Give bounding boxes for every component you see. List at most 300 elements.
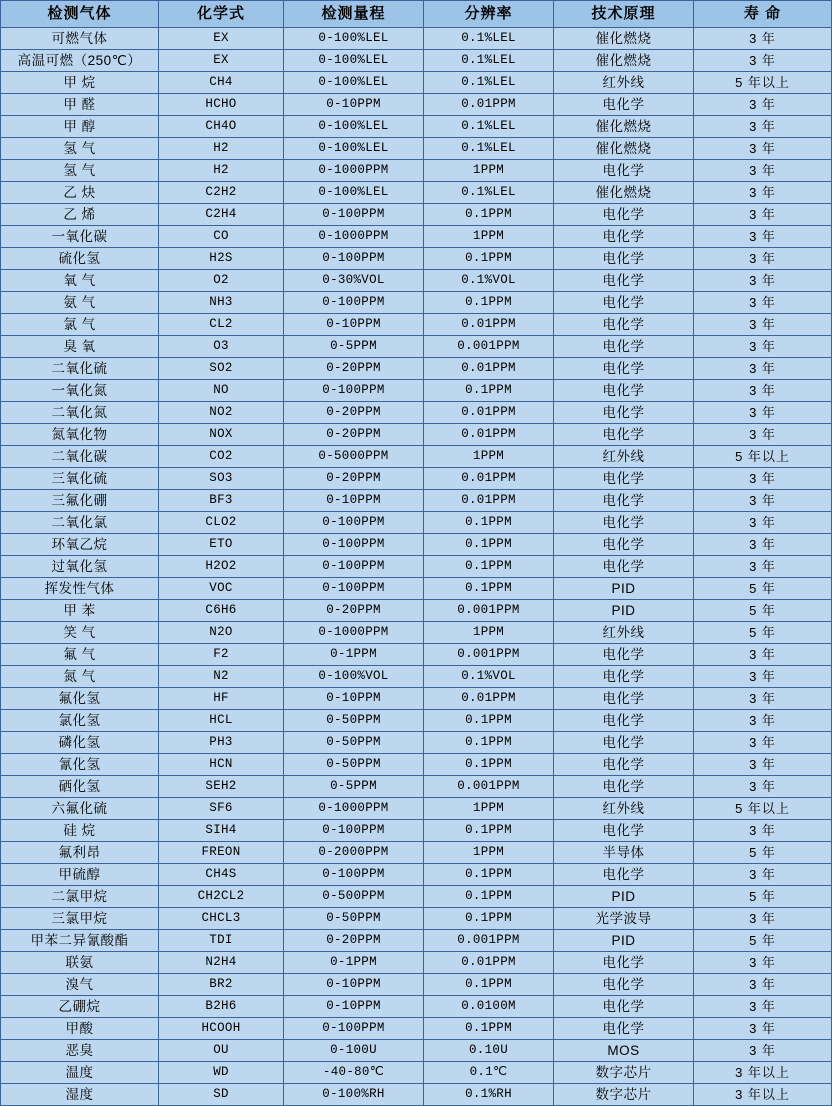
cell-gas-name: 氨 气 xyxy=(1,292,159,314)
cell-gas-name: 乙硼烷 xyxy=(1,996,159,1018)
cell-gas-name: 氢 气 xyxy=(1,138,159,160)
cell-detection-range: 0-5PPM xyxy=(284,336,424,358)
cell-lifetime: 3 年 xyxy=(694,556,832,578)
cell-gas-name: 笑 气 xyxy=(1,622,159,644)
table-row xyxy=(1,600,832,622)
cell-detection-range: 0-100%LEL xyxy=(284,28,424,50)
cell-technical-principle: 电化学 xyxy=(554,226,694,248)
cell-chemical-formula: NO2 xyxy=(159,402,284,424)
table-row xyxy=(1,50,832,72)
table-row xyxy=(1,1084,832,1106)
table-row xyxy=(1,688,832,710)
cell-detection-range: 0-100PPM xyxy=(284,578,424,600)
cell-resolution: 0.1PPM xyxy=(424,556,554,578)
cell-lifetime: 3 年 xyxy=(694,490,832,512)
cell-gas-name: 三氧化硫 xyxy=(1,468,159,490)
cell-lifetime: 3 年 xyxy=(694,226,832,248)
cell-gas-name: 挥发性气体 xyxy=(1,578,159,600)
cell-lifetime: 3 年 xyxy=(694,248,832,270)
cell-detection-range: 0-100%LEL xyxy=(284,50,424,72)
cell-technical-principle: 电化学 xyxy=(554,644,694,666)
cell-resolution: 0.1PPM xyxy=(424,732,554,754)
cell-detection-range: 0-2000PPM xyxy=(284,842,424,864)
cell-gas-name: 磷化氢 xyxy=(1,732,159,754)
cell-resolution: 0.1PPM xyxy=(424,710,554,732)
cell-detection-range: 0-100PPM xyxy=(284,1018,424,1040)
table-row xyxy=(1,226,832,248)
cell-gas-name: 硅 烷 xyxy=(1,820,159,842)
cell-chemical-formula: NO xyxy=(159,380,284,402)
table-row xyxy=(1,336,832,358)
cell-resolution: 0.1PPM xyxy=(424,380,554,402)
cell-resolution: 1PPM xyxy=(424,622,554,644)
cell-gas-name: 三氯甲烷 xyxy=(1,908,159,930)
cell-technical-principle: 电化学 xyxy=(554,424,694,446)
cell-chemical-formula: C6H6 xyxy=(159,600,284,622)
cell-resolution: 0.01PPM xyxy=(424,490,554,512)
cell-chemical-formula: CH4S xyxy=(159,864,284,886)
cell-lifetime: 3 年 xyxy=(694,688,832,710)
table-header-row xyxy=(1,1,832,28)
cell-technical-principle: PID xyxy=(554,578,694,600)
cell-technical-principle: 红外线 xyxy=(554,72,694,94)
cell-lifetime: 3 年 xyxy=(694,468,832,490)
cell-chemical-formula: O2 xyxy=(159,270,284,292)
cell-detection-range: 0-1PPM xyxy=(284,644,424,666)
cell-gas-name: 氯 气 xyxy=(1,314,159,336)
cell-resolution: 0.01PPM xyxy=(424,314,554,336)
column-header-gas: 检测气体 xyxy=(1,1,159,28)
cell-chemical-formula: SO2 xyxy=(159,358,284,380)
cell-lifetime: 3 年 xyxy=(694,974,832,996)
cell-gas-name: 氯化氢 xyxy=(1,710,159,732)
cell-resolution: 0.1PPM xyxy=(424,512,554,534)
cell-technical-principle: 电化学 xyxy=(554,490,694,512)
cell-detection-range: 0-100PPM xyxy=(284,292,424,314)
cell-resolution: 0.1%LEL xyxy=(424,116,554,138)
table-row xyxy=(1,710,832,732)
cell-resolution: 0.1%VOL xyxy=(424,666,554,688)
cell-chemical-formula: BR2 xyxy=(159,974,284,996)
table-row xyxy=(1,468,832,490)
cell-gas-name: 硫化氢 xyxy=(1,248,159,270)
cell-chemical-formula: H2O2 xyxy=(159,556,284,578)
table-row xyxy=(1,358,832,380)
cell-detection-range: 0-30%VOL xyxy=(284,270,424,292)
cell-chemical-formula: VOC xyxy=(159,578,284,600)
cell-detection-range: 0-20PPM xyxy=(284,468,424,490)
cell-chemical-formula: HCHO xyxy=(159,94,284,116)
cell-technical-principle: 电化学 xyxy=(554,292,694,314)
cell-lifetime: 3 年 xyxy=(694,138,832,160)
cell-chemical-formula: SEH2 xyxy=(159,776,284,798)
cell-lifetime: 3 年 xyxy=(694,820,832,842)
cell-resolution: 0.1%LEL xyxy=(424,72,554,94)
table-row xyxy=(1,28,832,50)
table-row xyxy=(1,776,832,798)
cell-lifetime: 5 年 xyxy=(694,600,832,622)
cell-technical-principle: 电化学 xyxy=(554,270,694,292)
table-row xyxy=(1,842,832,864)
cell-lifetime: 3 年 xyxy=(694,94,832,116)
cell-chemical-formula: N2 xyxy=(159,666,284,688)
cell-technical-principle: 电化学 xyxy=(554,314,694,336)
cell-technical-principle: 半导体 xyxy=(554,842,694,864)
cell-gas-name: 甲 烷 xyxy=(1,72,159,94)
cell-detection-range: 0-20PPM xyxy=(284,358,424,380)
cell-lifetime: 3 年 xyxy=(694,776,832,798)
cell-gas-name: 高温可燃（250℃） xyxy=(1,50,159,72)
cell-gas-name: 臭 氧 xyxy=(1,336,159,358)
column-header-principle: 技术原理 xyxy=(554,1,694,28)
table-row xyxy=(1,160,832,182)
table-row xyxy=(1,820,832,842)
cell-technical-principle: 电化学 xyxy=(554,512,694,534)
cell-technical-principle: 电化学 xyxy=(554,776,694,798)
cell-technical-principle: 电化学 xyxy=(554,358,694,380)
cell-detection-range: 0-100PPM xyxy=(284,248,424,270)
cell-chemical-formula: CH2CL2 xyxy=(159,886,284,908)
cell-technical-principle: 电化学 xyxy=(554,534,694,556)
cell-lifetime: 3 年 xyxy=(694,336,832,358)
cell-chemical-formula: B2H6 xyxy=(159,996,284,1018)
cell-technical-principle: 数字芯片 xyxy=(554,1062,694,1084)
cell-detection-range: 0-1000PPM xyxy=(284,160,424,182)
cell-detection-range: 0-100U xyxy=(284,1040,424,1062)
cell-gas-name: 过氧化氢 xyxy=(1,556,159,578)
cell-technical-principle: MOS xyxy=(554,1040,694,1062)
cell-resolution: 0.1PPM xyxy=(424,534,554,556)
cell-lifetime: 3 年 xyxy=(694,952,832,974)
cell-gas-name: 环氧乙烷 xyxy=(1,534,159,556)
table-row xyxy=(1,270,832,292)
cell-detection-range: 0-1000PPM xyxy=(284,622,424,644)
cell-lifetime: 3 年 xyxy=(694,732,832,754)
cell-detection-range: 0-20PPM xyxy=(284,402,424,424)
cell-detection-range: -40-80℃ xyxy=(284,1062,424,1084)
cell-resolution: 0.01PPM xyxy=(424,94,554,116)
table-row xyxy=(1,72,832,94)
cell-lifetime: 5 年 xyxy=(694,886,832,908)
table-row xyxy=(1,886,832,908)
cell-chemical-formula: BF3 xyxy=(159,490,284,512)
cell-gas-name: 联氨 xyxy=(1,952,159,974)
cell-resolution: 0.001PPM xyxy=(424,644,554,666)
table-row xyxy=(1,204,832,226)
cell-technical-principle: 光学波导 xyxy=(554,908,694,930)
cell-lifetime: 3 年 xyxy=(694,864,832,886)
cell-chemical-formula: HCN xyxy=(159,754,284,776)
table-row xyxy=(1,116,832,138)
cell-lifetime: 5 年 xyxy=(694,622,832,644)
cell-detection-range: 0-500PPM xyxy=(284,886,424,908)
cell-detection-range: 0-10PPM xyxy=(284,314,424,336)
cell-technical-principle: 催化燃烧 xyxy=(554,50,694,72)
cell-resolution: 0.1%LEL xyxy=(424,182,554,204)
table-body xyxy=(1,28,832,1106)
table-row xyxy=(1,1062,832,1084)
table-row xyxy=(1,556,832,578)
cell-technical-principle: 电化学 xyxy=(554,952,694,974)
cell-detection-range: 0-100PPM xyxy=(284,512,424,534)
cell-gas-name: 一氧化碳 xyxy=(1,226,159,248)
cell-detection-range: 0-20PPM xyxy=(284,424,424,446)
cell-chemical-formula: WD xyxy=(159,1062,284,1084)
cell-gas-name: 硒化氢 xyxy=(1,776,159,798)
cell-technical-principle: 红外线 xyxy=(554,622,694,644)
cell-technical-principle: PID xyxy=(554,600,694,622)
cell-technical-principle: 电化学 xyxy=(554,556,694,578)
cell-lifetime: 3 年 xyxy=(694,534,832,556)
cell-resolution: 0.01PPM xyxy=(424,952,554,974)
table-row xyxy=(1,578,832,600)
cell-technical-principle: 电化学 xyxy=(554,688,694,710)
cell-resolution: 1PPM xyxy=(424,446,554,468)
cell-detection-range: 0-100%LEL xyxy=(284,116,424,138)
cell-resolution: 0.1PPM xyxy=(424,578,554,600)
cell-chemical-formula: SO3 xyxy=(159,468,284,490)
table-row xyxy=(1,512,832,534)
cell-resolution: 0.1%RH xyxy=(424,1084,554,1106)
cell-chemical-formula: EX xyxy=(159,28,284,50)
cell-gas-name: 一氧化氮 xyxy=(1,380,159,402)
cell-detection-range: 0-10PPM xyxy=(284,94,424,116)
cell-lifetime: 5 年 xyxy=(694,930,832,952)
cell-lifetime: 5 年 xyxy=(694,578,832,600)
cell-detection-range: 0-100PPM xyxy=(284,820,424,842)
cell-technical-principle: 数字芯片 xyxy=(554,1084,694,1106)
cell-detection-range: 0-20PPM xyxy=(284,600,424,622)
column-header-lifetime: 寿 命 xyxy=(694,1,832,28)
cell-technical-principle: 电化学 xyxy=(554,160,694,182)
cell-detection-range: 0-5PPM xyxy=(284,776,424,798)
table-row xyxy=(1,952,832,974)
cell-chemical-formula: SF6 xyxy=(159,798,284,820)
cell-detection-range: 0-1PPM xyxy=(284,952,424,974)
cell-technical-principle: PID xyxy=(554,886,694,908)
cell-chemical-formula: CHCL3 xyxy=(159,908,284,930)
table-header xyxy=(1,1,832,28)
cell-lifetime: 3 年 xyxy=(694,754,832,776)
cell-detection-range: 0-100%VOL xyxy=(284,666,424,688)
cell-lifetime: 3 年 xyxy=(694,314,832,336)
cell-chemical-formula: HCOOH xyxy=(159,1018,284,1040)
cell-technical-principle: 电化学 xyxy=(554,1018,694,1040)
cell-lifetime: 3 年 xyxy=(694,424,832,446)
cell-gas-name: 甲酸 xyxy=(1,1018,159,1040)
cell-lifetime: 3 年 xyxy=(694,644,832,666)
cell-detection-range: 0-50PPM xyxy=(284,754,424,776)
cell-chemical-formula: H2S xyxy=(159,248,284,270)
cell-chemical-formula: EX xyxy=(159,50,284,72)
table-row xyxy=(1,864,832,886)
cell-gas-name: 氟化氢 xyxy=(1,688,159,710)
cell-resolution: 0.1PPM xyxy=(424,204,554,226)
cell-detection-range: 0-100PPM xyxy=(284,864,424,886)
cell-resolution: 0.1PPM xyxy=(424,974,554,996)
cell-resolution: 0.1PPM xyxy=(424,820,554,842)
cell-chemical-formula: O3 xyxy=(159,336,284,358)
table-row xyxy=(1,490,832,512)
table-row xyxy=(1,424,832,446)
cell-detection-range: 0-50PPM xyxy=(284,710,424,732)
cell-gas-name: 甲硫醇 xyxy=(1,864,159,886)
cell-lifetime: 3 年 xyxy=(694,204,832,226)
cell-gas-name: 温度 xyxy=(1,1062,159,1084)
cell-technical-principle: 电化学 xyxy=(554,204,694,226)
column-header-formula: 化学式 xyxy=(159,1,284,28)
cell-lifetime: 5 年以上 xyxy=(694,798,832,820)
cell-chemical-formula: C2H4 xyxy=(159,204,284,226)
cell-resolution: 0.1%VOL xyxy=(424,270,554,292)
table-row xyxy=(1,534,832,556)
cell-chemical-formula: HCL xyxy=(159,710,284,732)
cell-resolution: 0.01PPM xyxy=(424,358,554,380)
table-row xyxy=(1,622,832,644)
cell-detection-range: 0-1000PPM xyxy=(284,226,424,248)
cell-technical-principle: 红外线 xyxy=(554,798,694,820)
cell-gas-name: 二氧化硫 xyxy=(1,358,159,380)
cell-lifetime: 3 年以上 xyxy=(694,1062,832,1084)
cell-technical-principle: 电化学 xyxy=(554,94,694,116)
cell-lifetime: 3 年 xyxy=(694,270,832,292)
cell-resolution: 0.1PPM xyxy=(424,886,554,908)
cell-gas-name: 乙 烯 xyxy=(1,204,159,226)
cell-resolution: 0.1%LEL xyxy=(424,138,554,160)
cell-detection-range: 0-100PPM xyxy=(284,556,424,578)
cell-resolution: 0.001PPM xyxy=(424,336,554,358)
cell-resolution: 0.10U xyxy=(424,1040,554,1062)
cell-technical-principle: 电化学 xyxy=(554,402,694,424)
cell-resolution: 1PPM xyxy=(424,842,554,864)
cell-chemical-formula: SIH4 xyxy=(159,820,284,842)
cell-lifetime: 5 年以上 xyxy=(694,72,832,94)
cell-chemical-formula: FREON xyxy=(159,842,284,864)
table-row xyxy=(1,248,832,270)
cell-detection-range: 0-100%LEL xyxy=(284,138,424,160)
cell-lifetime: 3 年 xyxy=(694,358,832,380)
cell-lifetime: 5 年 xyxy=(694,842,832,864)
cell-resolution: 0.01PPM xyxy=(424,402,554,424)
table-row xyxy=(1,402,832,424)
cell-lifetime: 3 年 xyxy=(694,402,832,424)
cell-technical-principle: 电化学 xyxy=(554,864,694,886)
cell-gas-name: 二氧化碳 xyxy=(1,446,159,468)
cell-lifetime: 3 年 xyxy=(694,1040,832,1062)
cell-detection-range: 0-10PPM xyxy=(284,996,424,1018)
cell-lifetime: 3 年 xyxy=(694,160,832,182)
cell-gas-name: 二氧化氯 xyxy=(1,512,159,534)
cell-chemical-formula: CH4O xyxy=(159,116,284,138)
cell-chemical-formula: N2H4 xyxy=(159,952,284,974)
table-row xyxy=(1,930,832,952)
cell-detection-range: 0-10PPM xyxy=(284,974,424,996)
cell-gas-name: 湿度 xyxy=(1,1084,159,1106)
cell-lifetime: 3 年 xyxy=(694,666,832,688)
cell-gas-name: 氧 气 xyxy=(1,270,159,292)
cell-lifetime: 3 年 xyxy=(694,1018,832,1040)
cell-resolution: 0.001PPM xyxy=(424,776,554,798)
table-row xyxy=(1,292,832,314)
cell-technical-principle: PID xyxy=(554,930,694,952)
cell-chemical-formula: NH3 xyxy=(159,292,284,314)
table-row xyxy=(1,446,832,468)
cell-gas-name: 三氟化硼 xyxy=(1,490,159,512)
table-row xyxy=(1,644,832,666)
cell-resolution: 0.01PPM xyxy=(424,424,554,446)
cell-technical-principle: 电化学 xyxy=(554,468,694,490)
cell-gas-name: 六氟化硫 xyxy=(1,798,159,820)
cell-lifetime: 3 年以上 xyxy=(694,1084,832,1106)
cell-gas-name: 乙 炔 xyxy=(1,182,159,204)
cell-chemical-formula: N2O xyxy=(159,622,284,644)
cell-resolution: 0.01PPM xyxy=(424,468,554,490)
cell-detection-range: 0-5000PPM xyxy=(284,446,424,468)
cell-technical-principle: 电化学 xyxy=(554,754,694,776)
cell-lifetime: 3 年 xyxy=(694,512,832,534)
cell-detection-range: 0-100PPM xyxy=(284,204,424,226)
cell-chemical-formula: CO2 xyxy=(159,446,284,468)
column-header-range: 检测量程 xyxy=(284,1,424,28)
cell-gas-name: 甲 苯 xyxy=(1,600,159,622)
cell-technical-principle: 电化学 xyxy=(554,248,694,270)
cell-gas-name: 氰化氢 xyxy=(1,754,159,776)
cell-gas-name: 氟利昂 xyxy=(1,842,159,864)
cell-resolution: 1PPM xyxy=(424,226,554,248)
cell-resolution: 1PPM xyxy=(424,160,554,182)
cell-resolution: 0.1%LEL xyxy=(424,50,554,72)
cell-chemical-formula: HF xyxy=(159,688,284,710)
cell-technical-principle: 催化燃烧 xyxy=(554,138,694,160)
cell-technical-principle: 电化学 xyxy=(554,666,694,688)
cell-lifetime: 3 年 xyxy=(694,380,832,402)
cell-chemical-formula: C2H2 xyxy=(159,182,284,204)
cell-gas-name: 二氧化氮 xyxy=(1,402,159,424)
table-row xyxy=(1,974,832,996)
cell-resolution: 0.1PPM xyxy=(424,248,554,270)
cell-resolution: 0.001PPM xyxy=(424,930,554,952)
cell-resolution: 0.001PPM xyxy=(424,600,554,622)
cell-detection-range: 0-1000PPM xyxy=(284,798,424,820)
cell-technical-principle: 电化学 xyxy=(554,732,694,754)
cell-resolution: 0.01PPM xyxy=(424,688,554,710)
table-row xyxy=(1,908,832,930)
cell-detection-range: 0-100%LEL xyxy=(284,72,424,94)
table-row xyxy=(1,996,832,1018)
table-row xyxy=(1,182,832,204)
cell-chemical-formula: H2 xyxy=(159,160,284,182)
cell-technical-principle: 电化学 xyxy=(554,710,694,732)
cell-lifetime: 5 年以上 xyxy=(694,446,832,468)
cell-technical-principle: 电化学 xyxy=(554,820,694,842)
cell-resolution: 0.1PPM xyxy=(424,864,554,886)
cell-chemical-formula: TDI xyxy=(159,930,284,952)
cell-gas-name: 二氯甲烷 xyxy=(1,886,159,908)
cell-chemical-formula: SD xyxy=(159,1084,284,1106)
cell-chemical-formula: CH4 xyxy=(159,72,284,94)
cell-gas-name: 氮氧化物 xyxy=(1,424,159,446)
cell-chemical-formula: ETO xyxy=(159,534,284,556)
table-row xyxy=(1,732,832,754)
cell-technical-principle: 催化燃烧 xyxy=(554,182,694,204)
cell-chemical-formula: PH3 xyxy=(159,732,284,754)
table-row xyxy=(1,1040,832,1062)
cell-detection-range: 0-100%RH xyxy=(284,1084,424,1106)
table-row xyxy=(1,314,832,336)
cell-lifetime: 3 年 xyxy=(694,28,832,50)
column-header-resolution: 分辨率 xyxy=(424,1,554,28)
cell-detection-range: 0-10PPM xyxy=(284,490,424,512)
